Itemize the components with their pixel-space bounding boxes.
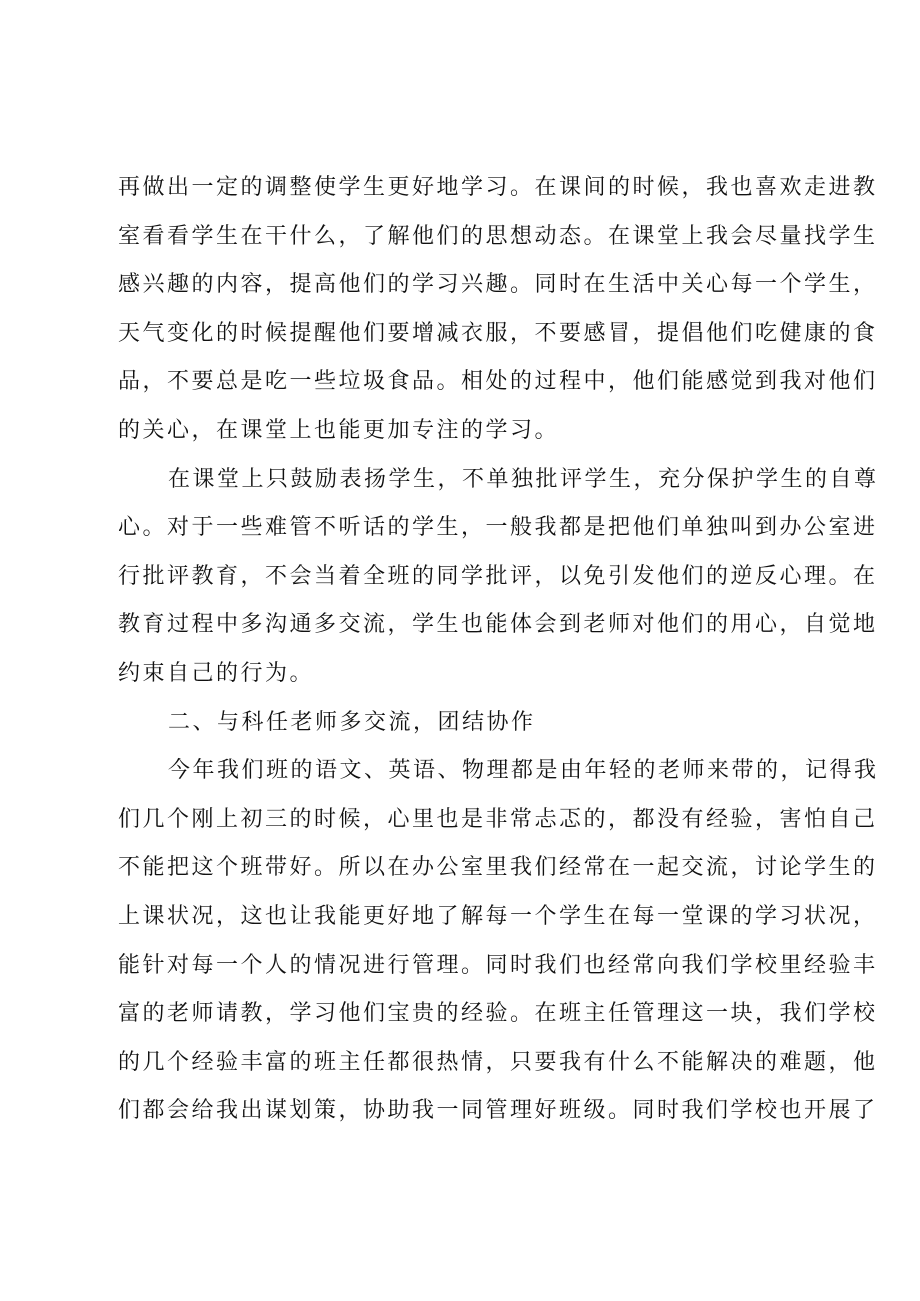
text-line: 品，不要总是吃一些垃圾食品。相处的过程中，他们能感觉到我对他们	[118, 369, 878, 395]
text-line: 今年我们班的语文、英语、物理都是由年轻的老师来带的，记得我	[168, 758, 879, 784]
text-line: 行批评教育，不会当着全班的同学批评，以免引发他们的逆反心理。在	[118, 563, 878, 589]
text-line: 富的老师请教，学习他们宝贵的经验。在班主任管理这一块，我们学校	[118, 1001, 878, 1027]
text-line: 不能把这个班带好。所以在办公室里我们经常在一起交流，讨论学生的	[118, 855, 878, 881]
document-body	[118, 164, 879, 1136]
text-line: 们几个刚上初三的时候，心里也是非常忐忑的，都没有经验，害怕自己	[118, 806, 878, 832]
text-line: 在课堂上只鼓励表扬学生，不单独批评学生，充分保护学生的自尊	[168, 466, 879, 492]
text-line: 的几个经验丰富的班主任都很热情，只要我有什么不能解决的难题，他	[118, 1049, 878, 1075]
text-line: 能针对每一个人的情况进行管理。同时我们也经常向我们学校里经验丰	[118, 952, 878, 978]
text-line: 天气变化的时候提醒他们要增减衣服，不要感冒，提倡他们吃健康的食	[118, 320, 878, 346]
text-line: 感兴趣的内容，提高他们的学习兴趣。同时在生活中关心每一个学生，	[118, 272, 878, 298]
text-line: 室看看学生在干什么，了解他们的思想动态。在课堂上我会尽量找学生	[118, 223, 878, 249]
text-line: 再做出一定的调整使学生更好地学习。在课间的时候，我也喜欢走进教	[118, 175, 878, 200]
text-line: 上课状况，这也让我能更好地了解每一个学生在每一堂课的学习状况，	[118, 903, 878, 929]
text-line: 心。对于一些难管不听话的学生，一般我都是把他们单独叫到办公室进	[118, 515, 878, 541]
text-line: 们都会给我出谋划策，协助我一同管理好班级。同时我们学校也开展了	[118, 1098, 878, 1124]
text-line: 的关心，在课堂上也能更加专注的学习。	[118, 417, 560, 443]
text-line: 约束自己的行为。	[118, 660, 315, 686]
text-line: 教育过程中多沟通多交流，学生也能体会到老师对他们的用心，自觉地	[118, 612, 878, 638]
section-heading: 二、与科任老师多交流，团结协作	[168, 709, 536, 735]
